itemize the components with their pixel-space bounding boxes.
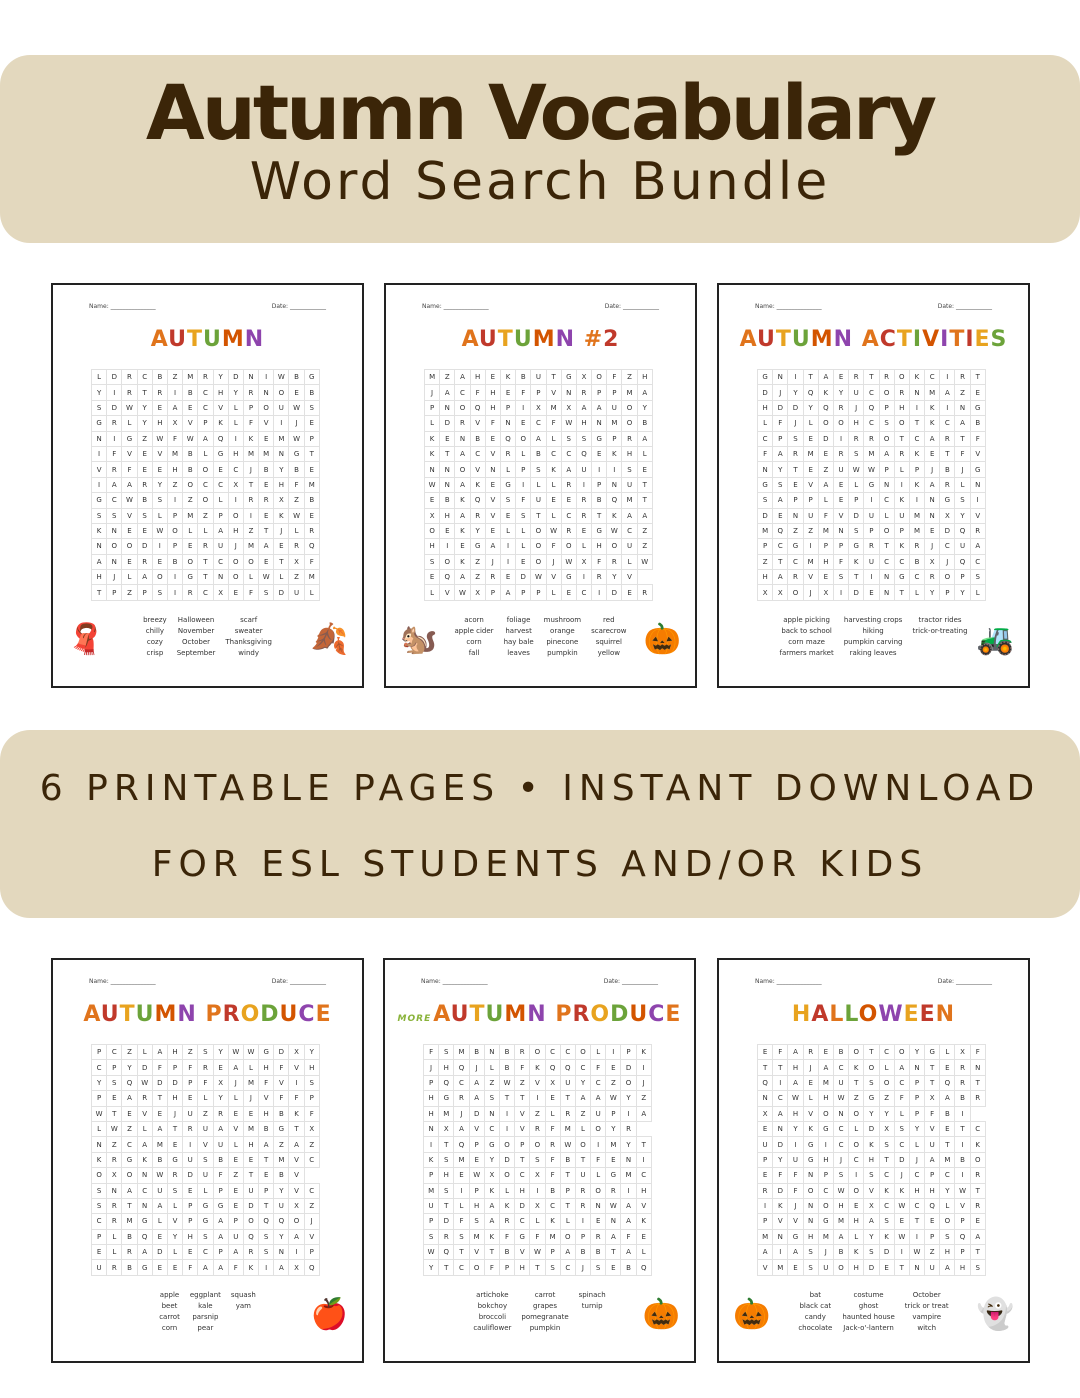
name-date-line: [421, 978, 658, 990]
word-bank-column: carrot grapes pomegranate pumpkin: [521, 1291, 569, 1332]
word-bank-column: scarf sweater Thanksgiving windy: [225, 616, 272, 657]
letter-grid: F S M B N B R O C C O L I P K J H Q J L B F K Q Q C F E D I P Q C A Z W Z V X U Y C Z O J H G R A S T T I E T A A W Y Z H M J D N I V Z L R Z U P I A N X A V C I V R F M L O Y R I T Q P G O P O R W O I M Y T K S M E Y D T S F B T F E N I P H E W X O C X F T U L G M C M S I P K L H I B P R O R I H U T L H A K D X C T R N W A V P D F S A R C L K L I E N A K S R S M K F G F M O P R A F E W Q T V T B V W P A B B T A L Y T C O F P H T S C J S E B Q: [423, 1044, 652, 1276]
word-bank-column: mushroom orange pinecone pumpkin: [543, 616, 582, 657]
illustration-right: 🎃: [642, 1297, 680, 1332]
word-bank-column: tractor rides trick-or-treating: [912, 616, 968, 635]
illustration-right: 👻: [976, 1297, 1014, 1332]
worksheet-title: HALLOWEEN: [791, 1002, 956, 1027]
illustration-right: 🍎: [310, 1297, 348, 1332]
word-bank-column: apple beet carrot corn: [159, 1291, 180, 1332]
title-prefix: MORE: [397, 1014, 432, 1024]
sub-title: Word Search Bundle: [249, 152, 831, 212]
word-bank-column: squash yam: [230, 1291, 256, 1310]
word-bank-column: foliage harvest hay bale leaves: [503, 616, 534, 657]
worksheet-more-autumn-produce: [383, 958, 696, 1363]
illustration-left: 🧣: [67, 622, 105, 657]
word-bank-column: breezy chilly cozy crisp: [143, 616, 167, 657]
name-label: Name: _______________: [89, 303, 156, 310]
name-date-line: [422, 303, 659, 315]
info-banner: [0, 730, 1080, 918]
name-label: Name: _______________: [755, 303, 822, 310]
worksheet-autumn-activities: [717, 283, 1030, 688]
worksheet-title: MOREAUTUMN PRODUCE: [397, 1002, 682, 1027]
word-bank-column: harvesting crops hiking pumpkin carving raking leaves: [843, 616, 903, 657]
word-bank-column: October trick or treat vampire witch: [904, 1291, 949, 1332]
illustration-right: 🎃: [643, 622, 681, 657]
name-date-line: [755, 303, 992, 315]
letter-grid: L D R C B Z M R Y D N I W B G Y I R T R I B C H Y R N O E B S D W Y E A E C V L P O U W S G R L Y H X V P K L F V I J E N I G Z W F W A Q I K E M W P I F V E V M B L G H M M N G T V R F E E H B O E C J B Y B E I A A R Y Z O C C X T E H F M G C W B S I Z O L I R R X Z B S S V S L P M Z P O I E K W E K N E E W O L L A H Z T J L R N O O D I P E R U J M A E R Q A N E R E B O T C O O E T X F H J L A O I G T N O L W L Z M T P Z P S I R C X E F S D U L: [91, 369, 320, 601]
word-bank-column: spinach turnip: [578, 1291, 606, 1310]
illustration-left: 🎃: [733, 1297, 771, 1332]
worksheet-autumn-2: [384, 283, 697, 688]
worksheet-autumn: [51, 283, 364, 688]
word-bank-column: bat black cat candy chocolate: [798, 1291, 833, 1332]
date-label: Date: ____________: [271, 978, 326, 985]
name-date-line: [89, 978, 326, 990]
illustration-right: 🚜: [976, 622, 1014, 657]
worksheet-title: AUTUMN: [150, 327, 265, 352]
name-label: Name: _______________: [89, 978, 156, 985]
worksheet-title: AUTUMN ACTIVITIES: [739, 327, 1008, 352]
word-bank-column: costume ghost haunted house Jack-o'-lantern: [842, 1291, 895, 1332]
info-line-pages: 6 PRINTABLE PAGES • INSTANT DOWNLOAD: [39, 768, 1041, 809]
main-title: Autumn Vocabulary: [145, 68, 935, 157]
illustration-right: 🍂: [310, 622, 348, 657]
date-label: Date: ____________: [937, 978, 992, 985]
date-label: Date: ____________: [603, 978, 658, 985]
worksheet-title: AUTUMN #2: [461, 327, 620, 352]
name-label: Name: _______________: [421, 978, 488, 985]
name-date-line: [755, 978, 992, 990]
letter-grid: G N I T A E R T R O K C I R T D J Y Q K Y U C O R N M A Z E H D D Y Q R J Q P H I K I N G L F J L O O H C S O T K C A B C P S E D I R R O T C A R T F F A R M E R S M A R K E T F V N Y T E Z U W W P L P J B J G G S E V A E L G N I K A R L N S A P P L E P I C K I N G S I D E N U F V D U L U M N X Y V M Q Z Z M N S P O P M E D Q R P C G I P P G R T K R J C U A Z T C M H F K U C C B X J Q C H A R V E S T I N G C R O P S X X O J X I D E N T L Y P Y L: [757, 369, 986, 601]
name-date-line: [89, 303, 326, 315]
letter-grid: P C Z L A H Z S Y W W G D X Y C P Y D F P F R E A L H F V H Y S Q W D D P F X J M F V I S P E A R T H E L Y L J V F F P W T E V E J U Z R E E H B K F L W Z L A T R U A V M B G T X N Z C A M E I V U L H A Z A Z K R G K B G U S B E E T M V C O X O N W R D U F Z T E B V S N A C U S E L P E U P Y V C S R T N A L P G G E D T U X Z C R M G L V P G A P O Q Q O J P L B Q E Y H S A U Q S Y A V E L R A D L E C P A R S N I P U R B G E E F A A F K I A X Q: [91, 1044, 320, 1276]
date-label: Date: ____________: [604, 303, 659, 310]
word-bank-column: apple picking back to school corn maze farmers market: [779, 616, 834, 657]
word-bank-column: acorn apple cider corn fall: [454, 616, 494, 657]
word-bank-column: eggplant kale parsnip pear: [189, 1291, 221, 1332]
date-label: Date: ____________: [937, 303, 992, 310]
worksheet-autumn-produce: [51, 958, 364, 1363]
worksheet-halloween: [717, 958, 1030, 1363]
word-bank-column: artichoke bokchoy broccoli cauliflower: [473, 1291, 512, 1332]
letter-grid: M Z A H E K B U T G X O F Z H J A C F H E F P V N R P P M A P N O Q H P I X M X A A U O Y L D R V F N E C F W H N M O B K E N B E Q O A L S S G P R A K T A C V R L B C C Q E K H L N N O V N L P S K A U I I S E W N A K E G I L L R I P N U T E B K Q V S F U E E R B Q M T X H A R V E S T L C R T K A A O E K Y E L L O W R E G W C Z H I E G A I L O F O L H O U Z S O K Z J I E O J W X F R L W E Q A Z R E D W V G I R Y V L V W X P A P P L E C I D E R: [424, 369, 653, 601]
date-label: Date: ____________: [271, 303, 326, 310]
name-label: Name: _______________: [755, 978, 822, 985]
name-label: Name: _______________: [422, 303, 489, 310]
word-bank-column: red scarecrow squirrel yellow: [591, 616, 627, 657]
word-bank-column: Halloween November October September: [176, 616, 216, 657]
info-line-audience: FOR ESL STUDENTS AND/OR KIDS: [151, 844, 929, 885]
illustration-left: 🐿️: [400, 622, 438, 657]
worksheet-title: AUTUMN PRODUCE: [83, 1002, 332, 1027]
letter-grid: E F A R E B O T C O Y G L X F T T H J A C K O L A N T E R N Q I A E M U T S O C P T Q R T N C W L H W Z G Z F P X A B R X A H V O N O Y Y L P F B I E N Y K G C L D X S Y V E T C U D I G I C O K S C L U T I K P Y U G H J C H T D J A M B O E F F N P S I S C J C P C I R R D F O C W O V K K H H Y W T I K J N O H E X C W C Q L V R P V V N G M H A S E T E O P E M N G H M A L Y K W I P S Q A A I A S J B K S D I W Z H P T V M E S U O H D E T N U A H S: [757, 1044, 986, 1276]
